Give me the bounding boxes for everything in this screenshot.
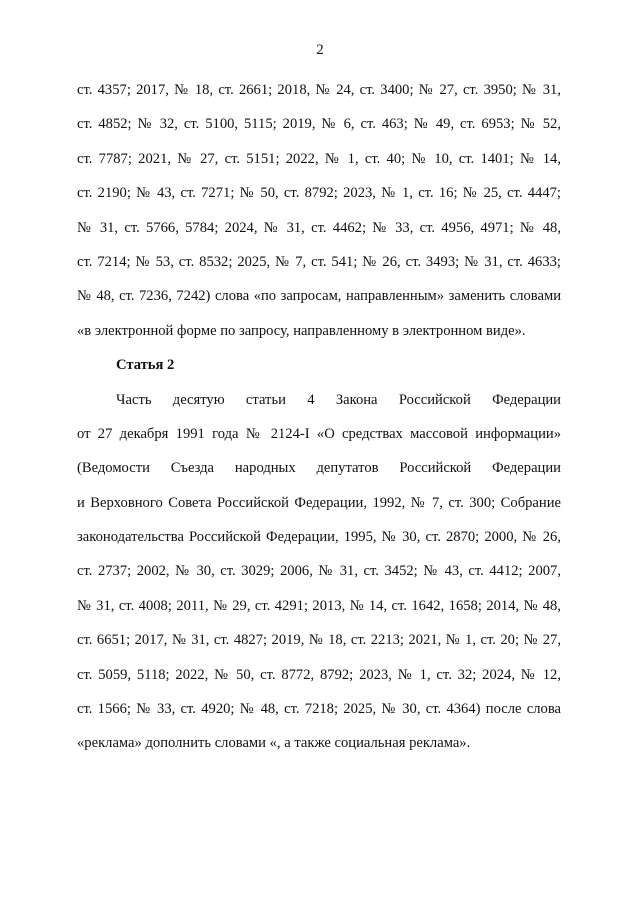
text-line: ст. 4852; № 32, ст. 5100, 5115; 2019, № 6, ст. 463; № 49, ст. 6953; № 52, (77, 116, 561, 133)
text-line: от 27 декабря 1991 года № 2124-I «О средствах массовой информации» (77, 425, 561, 442)
text-line: (Ведомости Съезда народных депутатов Российской Федерации (77, 460, 561, 477)
text-line: ст. 7787; 2021, № 27, ст. 5151; 2022, № 1, ст. 40; № 10, ст. 1401; № 14, (77, 150, 561, 167)
text-line: ст. 1566; № 33, ст. 4920; № 48, ст. 7218; 2025, № 30, ст. 4364) после слова (77, 701, 561, 718)
text-line: «реклама» дополнить словами «, а также социальная реклама». (77, 735, 471, 752)
text-line: № 48, ст. 7236, 7242) слова «по запросам, направленным» заменить словами (77, 288, 561, 305)
text-line: ст. 2190; № 43, ст. 7271; № 50, ст. 8792; 2023, № 1, ст. 16; № 25, ст. 4447; (77, 185, 561, 202)
text-line: «в электронной форме по запросу, направленному в электронном виде». (77, 322, 526, 339)
text-line: ст. 7214; № 53, ст. 8532; 2025, № 7, ст. 541; № 26, ст. 3493; № 31, ст. 4633; (77, 253, 561, 270)
text-line: законодательства Российской Федерации, 1995, № 30, ст. 2870; 2000, № 26, (77, 529, 561, 546)
text-line: № 31, ст. 4008; 2011, № 29, ст. 4291; 2013, № 14, ст. 1642, 1658; 2014, № 48, (77, 597, 561, 614)
text-line: ст. 5059, 5118; 2022, № 50, ст. 8772, 8792; 2023, № 1, ст. 32; 2024, № 12, (77, 666, 561, 683)
text-line: ст. 4357; 2017, № 18, ст. 2661; 2018, № 24, ст. 3400; № 27, ст. 3950; № 31, (77, 82, 561, 98)
text-line: № 31, ст. 5766, 5784; 2024, № 31, ст. 4462; № 33, ст. 4956, 4971; № 48, (77, 219, 561, 236)
document-body (77, 73, 561, 761)
text-line: ст. 2737; 2002, № 30, ст. 3029; 2006, № 31, ст. 3452; № 43, ст. 4412; 2007, (77, 563, 561, 580)
text-line: и Верховного Совета Российской Федерации, 1992, № 7, ст. 300; Собрание (77, 494, 561, 511)
page-number: 2 (316, 42, 324, 58)
text-line: Часть десятую статьи 4 Закона Российской Федерации (116, 391, 561, 408)
article-heading: Статья 2 (116, 357, 175, 374)
paragraph-1 (77, 73, 561, 348)
text-line: ст. 6651; 2017, № 31, ст. 4827; 2019, № 18, ст. 2213; 2021, № 1, ст. 20; № 27, (77, 632, 561, 649)
paragraph-2 (77, 383, 561, 761)
